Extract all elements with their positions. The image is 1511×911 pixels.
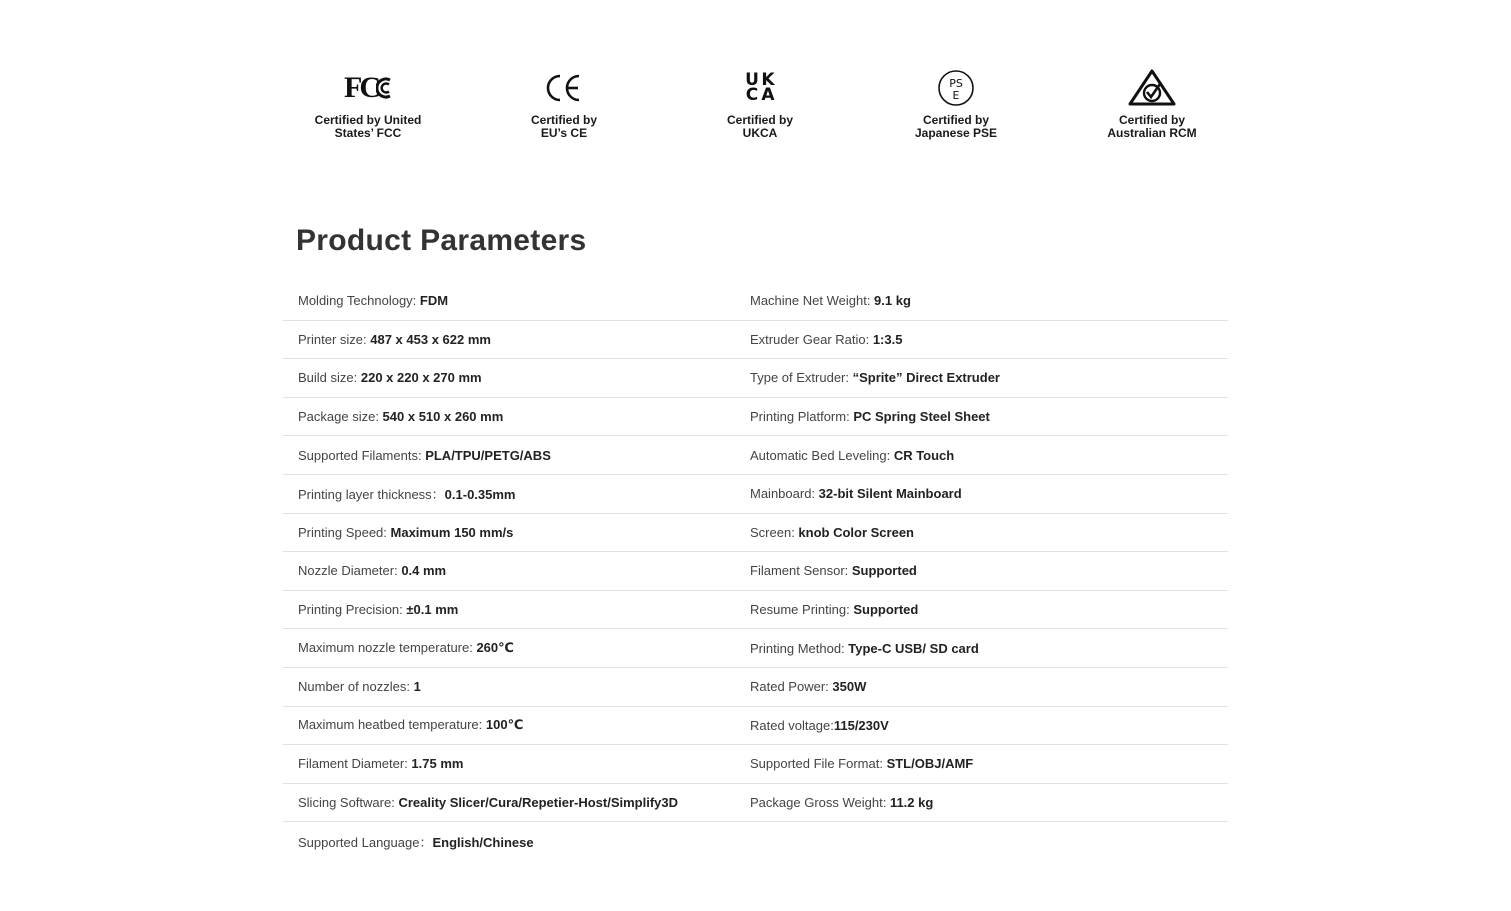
cert-ce <box>466 66 662 156</box>
param-value: 487 x 453 x 622 mm <box>370 331 491 347</box>
svg-text:E: E <box>952 89 960 102</box>
table-row <box>283 707 1228 746</box>
param-label: Rated voltage: <box>750 717 834 733</box>
param-right <box>735 332 1228 347</box>
param-value: FDM <box>419 293 449 309</box>
table-row <box>283 514 1228 553</box>
cert-ukca <box>662 66 858 156</box>
param-label: Resume Printing: <box>750 602 854 618</box>
certifications <box>270 66 1250 156</box>
pse-logo-icon <box>937 66 975 110</box>
param-value: 32-bit Silent Mainboard <box>818 486 962 502</box>
param-left <box>283 832 735 851</box>
param-right <box>735 409 1228 424</box>
param-label: Package Gross Weight: <box>750 795 890 811</box>
param-value: 220 x 220 x 270 mm <box>360 370 482 386</box>
cert-pse <box>858 66 1054 156</box>
cert-label: Certified by EU’s CE <box>530 113 597 140</box>
param-right <box>735 370 1228 385</box>
table-row <box>283 475 1228 514</box>
param-label: Extruder Gear Ratio: <box>750 331 873 347</box>
param-value: 260℃ <box>476 640 514 656</box>
param-right <box>735 641 1228 656</box>
param-label: Filament Diameter: <box>298 756 412 772</box>
param-value: 9.1 kg <box>874 293 911 309</box>
param-value: Creality Slicer/Cura/Repetier-Host/Simplify3D <box>398 795 679 811</box>
param-left <box>283 448 735 463</box>
param-label: Printing Speed: <box>298 524 391 540</box>
fcc-logo-icon: FC <box>344 66 392 110</box>
table-row <box>283 629 1228 668</box>
param-label: Type of Extruder: <box>750 370 853 386</box>
param-left <box>283 640 735 656</box>
param-value: 1 <box>413 679 421 695</box>
param-left <box>283 679 735 694</box>
param-value: 1:3.5 <box>872 331 903 347</box>
param-value: 115/230V <box>833 717 889 733</box>
param-label: Maximum heatbed temperature: <box>298 717 486 733</box>
param-label: Mainboard: <box>750 486 819 502</box>
param-left <box>283 525 735 540</box>
param-label: Printing layer thickness： <box>298 487 445 503</box>
param-label: Supported File Format: <box>750 756 887 772</box>
param-label: Printing Method: <box>750 640 849 656</box>
param-label: Filament Sensor: <box>750 563 852 579</box>
param-value: 0.1-0.35mm <box>444 487 516 503</box>
param-label: Molding Technology: <box>298 293 420 309</box>
param-right <box>735 756 1228 771</box>
param-value: 350W <box>832 679 867 695</box>
param-value: Supported <box>851 563 917 579</box>
param-left <box>283 484 735 503</box>
param-right <box>735 525 1228 540</box>
table-row <box>283 321 1228 360</box>
param-value: ±0.1 mm <box>406 602 459 618</box>
param-label: Package size: <box>298 409 383 425</box>
param-label: Build size: <box>298 370 361 386</box>
ce-logo-icon <box>546 66 582 110</box>
param-value: 0.4 mm <box>401 563 447 579</box>
param-left <box>283 409 735 424</box>
param-value: STL/OBJ/AMF <box>886 756 974 772</box>
table-row <box>283 745 1228 784</box>
param-left <box>283 293 735 308</box>
param-value: knob Color Screen <box>798 524 914 540</box>
param-right <box>735 602 1228 617</box>
rcm-logo-icon <box>1127 66 1177 110</box>
param-value: Maximum 150 mm/s <box>390 524 514 540</box>
param-label: Machine Net Weight: <box>750 293 875 309</box>
param-value: Type-C USB/ SD card <box>848 640 979 656</box>
cert-rcm <box>1054 66 1250 156</box>
param-label: Nozzle Diameter: <box>298 563 402 579</box>
param-value: “Sprite” Direct Extruder <box>852 370 1000 386</box>
param-left <box>283 717 735 733</box>
param-left <box>283 332 735 347</box>
param-label: Automatic Bed Leveling: <box>750 447 894 463</box>
param-value: 1.75 mm <box>411 756 464 772</box>
parameters-table <box>283 282 1228 861</box>
param-value: PLA/TPU/PETG/ABS <box>425 447 551 463</box>
param-left <box>283 756 735 771</box>
param-label: Slicing Software: <box>298 795 399 811</box>
table-row <box>283 436 1228 475</box>
table-row <box>283 591 1228 630</box>
cert-label: Certified by Japanese PSE <box>914 113 998 140</box>
table-row <box>283 668 1228 707</box>
param-value: 540 x 510 x 260 mm <box>382 409 504 425</box>
param-value: 100℃ <box>485 717 524 733</box>
param-label: Screen: <box>750 524 799 540</box>
param-label: Rated Power: <box>750 679 833 695</box>
param-value: Supported <box>853 602 919 618</box>
table-row <box>283 359 1228 398</box>
page-title: Product Parameters <box>296 224 587 257</box>
param-value: CR Touch <box>893 447 955 463</box>
param-label: Maximum nozzle temperature: <box>298 640 477 656</box>
param-right <box>735 448 1228 463</box>
table-row <box>283 282 1228 321</box>
cert-label: Certified by United States’ FCC <box>314 113 422 140</box>
param-right <box>735 718 1228 733</box>
param-value: 11.2 kg <box>889 795 934 811</box>
cert-label: Certified by UKCA <box>726 113 793 140</box>
param-left <box>283 602 735 617</box>
param-right <box>735 563 1228 578</box>
table-row <box>283 784 1228 823</box>
param-value: PC Spring Steel Sheet <box>853 409 990 425</box>
cert-label: Certified by Australian RCM <box>1107 113 1197 140</box>
param-left <box>283 795 735 810</box>
param-label: Printing Precision: <box>298 602 407 618</box>
param-label: Number of nozzles: <box>298 679 414 695</box>
param-label: Printing Platform: <box>750 409 854 425</box>
param-right <box>735 679 1228 694</box>
param-label: Supported Language： <box>298 835 433 851</box>
param-left <box>283 563 735 578</box>
param-label: Printer size: <box>298 331 371 347</box>
ukca-logo-icon: U K C A <box>745 70 775 105</box>
table-row <box>283 822 1228 861</box>
param-right <box>735 795 1228 810</box>
table-row <box>283 552 1228 591</box>
param-left <box>283 370 735 385</box>
param-right <box>735 293 1228 308</box>
svg-text:PS: PS <box>949 77 963 90</box>
param-right <box>735 486 1228 501</box>
cert-fcc <box>270 66 466 156</box>
table-row <box>283 398 1228 437</box>
param-label: Supported Filaments: <box>298 447 426 463</box>
param-value: English/Chinese <box>432 835 534 851</box>
